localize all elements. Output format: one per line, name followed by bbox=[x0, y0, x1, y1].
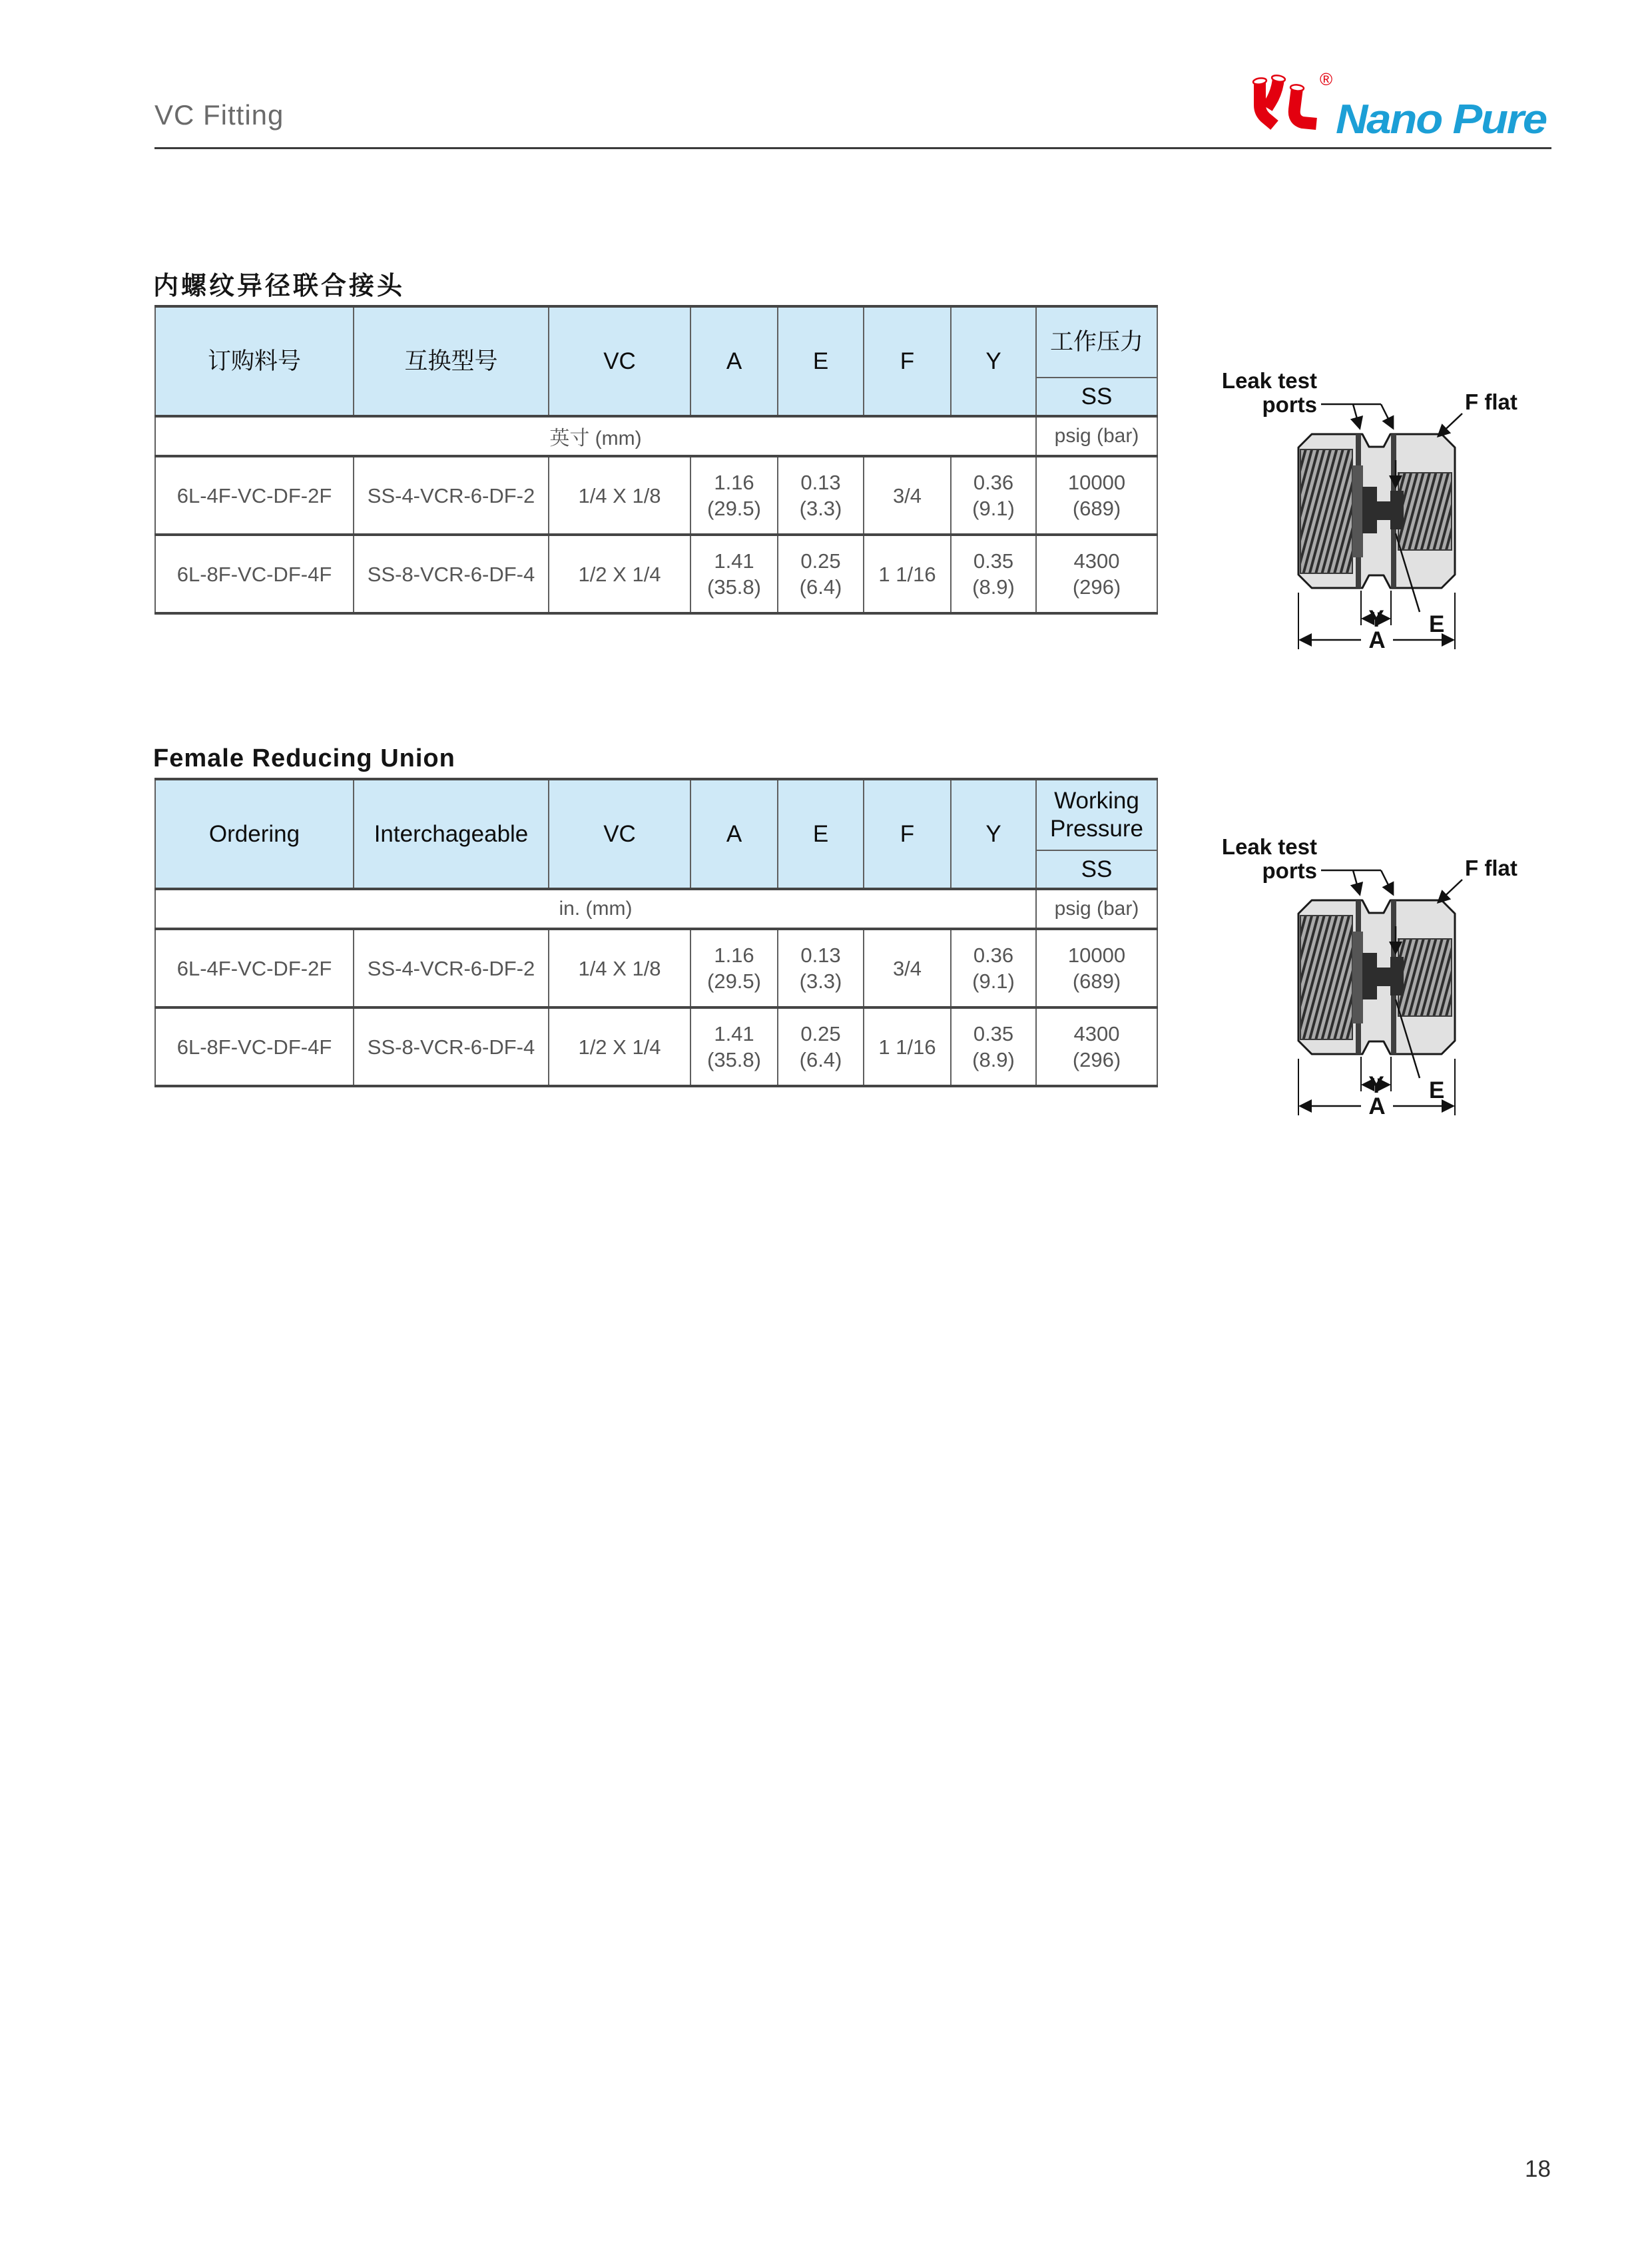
page-title: VC Fitting bbox=[154, 99, 284, 131]
f-flat-label: F flat bbox=[1465, 856, 1517, 880]
section-title-cn: 内螺纹异径联合接头 bbox=[153, 272, 406, 300]
col-header-ss: SS bbox=[1036, 850, 1157, 889]
leak-test-label-line1: Leak test bbox=[1221, 368, 1317, 393]
header-divider bbox=[154, 147, 1551, 149]
leak-test-label-line1: Leak test bbox=[1221, 834, 1317, 859]
dim-a-label: A bbox=[1368, 1093, 1386, 1119]
brand-name: Nano Pure bbox=[1336, 97, 1547, 142]
cell-f: 1 1/16 bbox=[864, 535, 951, 613]
cell-interchangeable: SS-4-VCR-6-DF-2 bbox=[354, 929, 549, 1007]
col-header-f: F bbox=[864, 306, 951, 416]
cell-e: 0.25 (6.4) bbox=[778, 1007, 864, 1086]
cell-interchangeable: SS-8-VCR-6-DF-4 bbox=[354, 1007, 549, 1086]
col-header-interchangeable: 互换型号 bbox=[354, 306, 549, 416]
counterbore bbox=[1352, 932, 1363, 1023]
fitting-diagram bbox=[1192, 802, 1631, 1122]
col-header-vc: VC bbox=[549, 306, 690, 416]
col-header-pressure: Working Pressure bbox=[1036, 779, 1157, 850]
fitting-table-cn bbox=[154, 305, 1158, 615]
kl-mark-icon bbox=[1252, 75, 1316, 125]
units-pressure: psig (bar) bbox=[1036, 889, 1157, 929]
col-header-f: F bbox=[864, 779, 951, 889]
cell-vc: 1/4 X 1/8 bbox=[549, 456, 690, 535]
counterbore bbox=[1352, 465, 1363, 557]
table-row bbox=[155, 1007, 1157, 1086]
leak-test-label-line2: ports bbox=[1262, 858, 1317, 883]
cell-vc: 1/2 X 1/4 bbox=[549, 535, 690, 613]
cell-y: 0.36 (9.1) bbox=[951, 456, 1036, 535]
brand-logo-graphic bbox=[1250, 64, 1551, 148]
cell-vc: 1/4 X 1/8 bbox=[549, 929, 690, 1007]
cell-ordering: 6L-8F-VC-DF-4F bbox=[155, 535, 354, 613]
col-header-interchangeable: Interchageable bbox=[354, 779, 549, 889]
cell-e: 0.13 (3.3) bbox=[778, 456, 864, 535]
fitting-table-en bbox=[154, 778, 1158, 1087]
col-header-ordering: Ordering bbox=[155, 779, 354, 889]
cell-interchangeable: SS-4-VCR-6-DF-2 bbox=[354, 456, 549, 535]
col-header-y: Y bbox=[951, 306, 1036, 416]
dim-e-label: E bbox=[1429, 1077, 1445, 1103]
col-header-y: Y bbox=[951, 779, 1036, 889]
col-header-pressure: 工作压力 bbox=[1036, 306, 1157, 378]
cell-f: 3/4 bbox=[864, 456, 951, 535]
col-header-a: A bbox=[690, 779, 778, 889]
units-dims: 英寸 (mm) bbox=[155, 416, 1036, 456]
cell-pressure: 4300 (296) bbox=[1036, 535, 1157, 613]
leak-test-label-line2: ports bbox=[1262, 392, 1317, 417]
registered-mark: ® bbox=[1320, 69, 1333, 89]
table-row bbox=[155, 535, 1157, 613]
fitting-diagram bbox=[1192, 336, 1631, 656]
thread-hatch-left bbox=[1300, 916, 1352, 1039]
cell-vc: 1/2 X 1/4 bbox=[549, 1007, 690, 1086]
f-flat-label: F flat bbox=[1465, 390, 1517, 414]
cell-pressure: 10000 (689) bbox=[1036, 456, 1157, 535]
brand-logo bbox=[1250, 64, 1551, 148]
cell-e: 0.25 (6.4) bbox=[778, 535, 864, 613]
dim-y-label: Y bbox=[1368, 1072, 1384, 1098]
cell-f: 1 1/16 bbox=[864, 1007, 951, 1086]
cell-pressure: 10000 (689) bbox=[1036, 929, 1157, 1007]
cell-ordering: 6L-4F-VC-DF-2F bbox=[155, 929, 354, 1007]
cell-ordering: 6L-8F-VC-DF-4F bbox=[155, 1007, 354, 1086]
col-header-e: E bbox=[778, 779, 864, 889]
dim-y-label: Y bbox=[1368, 606, 1384, 632]
cell-a: 1.41 (35.8) bbox=[690, 535, 778, 613]
cell-a: 1.41 (35.8) bbox=[690, 1007, 778, 1086]
cell-pressure: 4300 (296) bbox=[1036, 1007, 1157, 1086]
dim-a-label: A bbox=[1368, 627, 1386, 653]
thread-hatch-left bbox=[1300, 449, 1352, 573]
cell-interchangeable: SS-8-VCR-6-DF-4 bbox=[354, 535, 549, 613]
cell-e: 0.13 (3.3) bbox=[778, 929, 864, 1007]
cell-f: 3/4 bbox=[864, 929, 951, 1007]
units-dims: in. (mm) bbox=[155, 889, 1036, 929]
col-header-e: E bbox=[778, 306, 864, 416]
cell-y: 0.35 (8.9) bbox=[951, 535, 1036, 613]
thread-hatch-right bbox=[1398, 939, 1452, 1016]
cell-y: 0.36 (9.1) bbox=[951, 929, 1036, 1007]
table-row bbox=[155, 929, 1157, 1007]
units-pressure: psig (bar) bbox=[1036, 416, 1157, 456]
col-header-a: A bbox=[690, 306, 778, 416]
thread-hatch-right bbox=[1398, 473, 1452, 550]
col-header-vc: VC bbox=[549, 779, 690, 889]
cell-a: 1.16 (29.5) bbox=[690, 456, 778, 535]
dim-e-label: E bbox=[1429, 611, 1445, 637]
cell-y: 0.35 (8.9) bbox=[951, 1007, 1036, 1086]
table-row bbox=[155, 456, 1157, 535]
page-number: 18 bbox=[1525, 2156, 1551, 2182]
col-header-ordering: 订购料号 bbox=[155, 306, 354, 416]
cell-a: 1.16 (29.5) bbox=[690, 929, 778, 1007]
col-header-ss: SS bbox=[1036, 378, 1157, 416]
section-title-en: Female Reducing Union bbox=[153, 744, 455, 772]
cell-ordering: 6L-4F-VC-DF-2F bbox=[155, 456, 354, 535]
